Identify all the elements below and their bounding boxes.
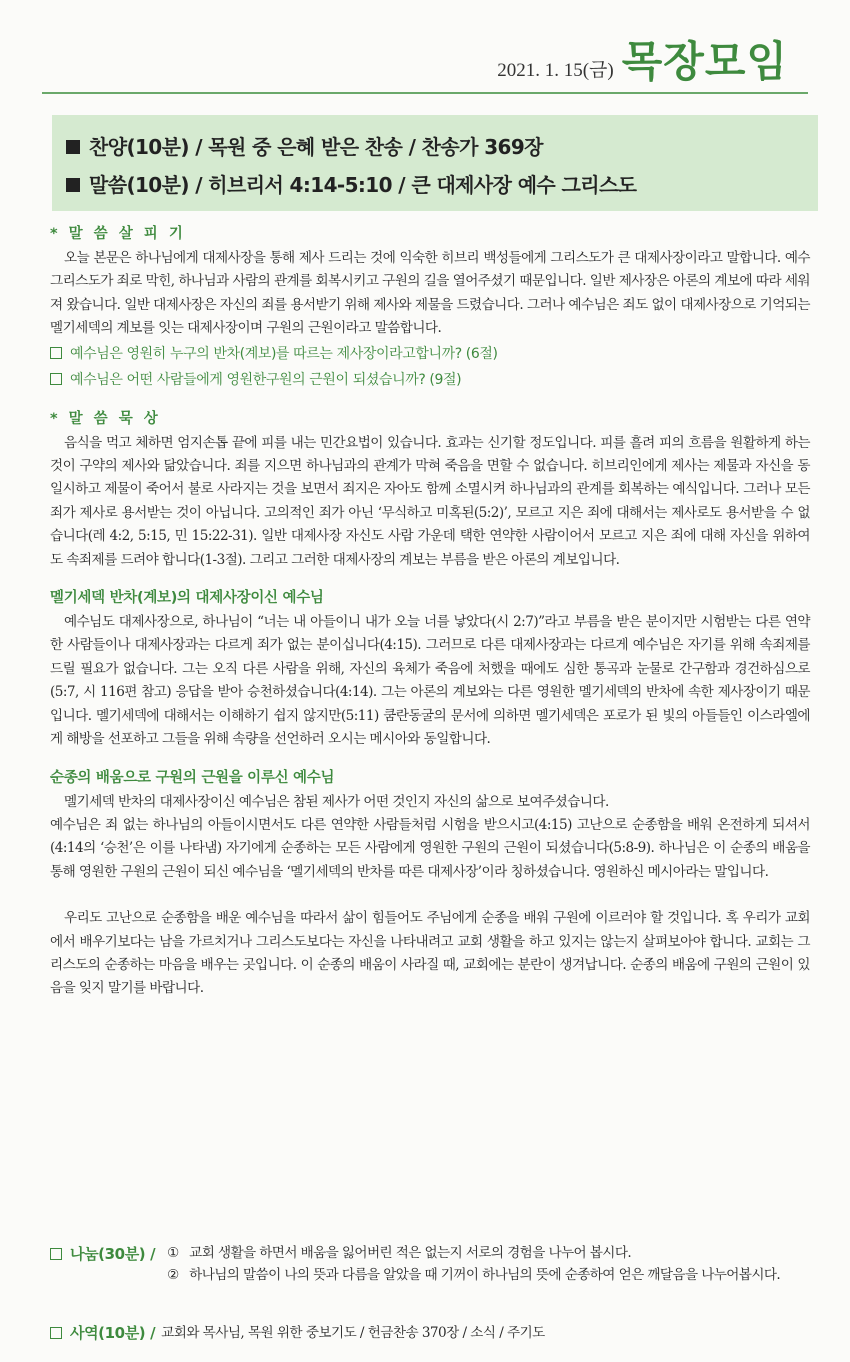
bullet-square-icon — [66, 140, 80, 154]
sharing-list — [167, 1243, 780, 1286]
checkbox-icon — [50, 373, 62, 385]
meeting-date: 2021. 1. 15(금) — [497, 60, 614, 81]
sharing-item-text: 하나님의 말씀이 나의 뜻과 다름을 알았을 때 기꺼이 하나님의 뜻에 순종하여 얻은 깨달음을 나누어봅시다. — [189, 1266, 781, 1283]
sharing-item — [167, 1243, 780, 1265]
sharing-item-text: 교회 생활을 하면서 배움을 잃어버린 적은 없는지 서로의 경험을 나누어 봅시다. — [189, 1245, 632, 1261]
ministry-row — [50, 1322, 820, 1344]
summary-word-text: 말씀(10분) / 히브리서 4:14-5:10 / 큰 대제사장 예수 그리스도 — [89, 173, 637, 197]
observe-paragraph: 오늘 본문은 하나님에게 대제사장을 통해 제사 드리는 것에 익숙한 히브리 백성들에게 그리스도가 큰 대제사장이라고 말합니다. 예수 그리스도가 죄로 막힌, 하나님과 사람의 관계를 회복시키고 구원의 길을 열어주셨기 때문입니다. 일반 제사장은 아론의 계보에 따라 세워져 왔습니다. 일반 대제사장은 자신의 죄를 용서받기 위해 제사와 제물을 드렸습니다. 그러나 예수님은 죄도 없이 대제사장으로 기억되는 멜기세덱의 계보를 잇는 대제사장이며 구원의 근원이라고 말씀합니다. — [50, 250, 810, 337]
question-2 — [50, 367, 810, 393]
obedience-paragraph-1: 멜기세덱 반차의 대제사장이신 예수님은 참된 제사가 어떤 것인지 자신의 삶으로 보여주셨습니다. — [64, 793, 609, 810]
question-1-text: 예수님은 영원히 누구의 반차(계보)를 따르는 제사장이라고합니까? (6절) — [70, 345, 498, 362]
section-heading-obedience: 순종의 배움으로 구원의 근원을 이루신 예수님 — [50, 769, 335, 786]
question-1 — [50, 341, 810, 367]
summary-word — [66, 166, 818, 204]
section-heading-observe: * 말 씀 살 피 기 — [50, 226, 186, 242]
obedience-paragraph-2: 예수님은 죄 없는 하나님의 아들이시면서도 다른 연약한 사람들처럼 시험을 받으시고(4:15) 고난으로 순종함을 배워 온전하게 되셔서(4:14의 ‘승천’은 이를 나타냄) 자기에게 순종하는 모든 사람에게 영원한 구원의 근원이 되셨습니다(5:8-9). 하나님은 이 순종의 배움을 통해 영원한 구원의 근원이 되신 예수님을 ‘멜기세덱의 반차를 따른 대제사장’이라 칭하셨습니다. 영원하신 메시아라는 말입니다. — [50, 816, 810, 880]
question-2-text: 예수님은 어떤 사람들에게 영원한구원의 근원이 되셨습니까? (9절) — [70, 371, 462, 388]
summary-praise — [66, 128, 818, 166]
obedience-paragraph-3: 우리도 고난으로 순종함을 배운 예수님을 따라서 삶이 힘들어도 주님에게 순종을 배워 구원에 이르러야 할 것입니다. 혹 우리가 교회에서 배우기보다는 남을 가르치거나 그리스도보다는 자신을 나타내려고 교회 생활을 하고 있지는 않는지 살펴보아야 합니다. 교회는 그리스도의 순종하는 마음을 배우는 곳입니다. 이 순종의 배움이 사라질 때, 교회에는 분란이 생겨납니다. 순종의 배움에 구원의 근원이 있음을 잊지 말기를 바랍니다. — [50, 910, 810, 997]
bullet-square-icon — [66, 178, 80, 192]
ministry-text: 교회와 목사님, 목원 위한 중보기도 / 헌금찬송 370장 / 소식 / 주기도 — [161, 1325, 545, 1341]
sharing-item — [167, 1265, 780, 1287]
checkbox-icon — [50, 1248, 62, 1260]
section-heading-melchizedek: 멜기세덱 반차(계보)의 대제사장이신 예수님 — [50, 590, 324, 607]
section-heading-meditate: * 말 씀 묵 상 — [50, 410, 161, 427]
meditate-paragraph: 음식을 먹고 체하면 엄지손톱 끝에 피를 내는 민간요법이 있습니다. 효과는 신기할 정도입니다. 피를 흘려 피의 흐름을 원활하게 하는 것이 구약의 제사와 닮았습니다. 죄를 지으면 하나님과의 관계가 막혀 죽음을 면할 수 없습니다. 히브리인에게 제사는 제물과 자신을 동일시하고 제물이 죽어서 불로 사라지는 것을 보면서 죄지은 자아도 함께 소멸시켜 하나님과의 관계를 회복하는 예식입니다. 그러나 모든 죄가 제사로 용서받는 것이 아닙니다. 고의적인 죄가 아닌 ‘무식하고 미혹된(5:2)’, 모르고 지은 죄에 대해서는 제사로도 용서받을 수 없습니다(레 4:2, 5:15, 민 15:22-31). 일반 대제사장 자신도 사람 가운데 택한 연약한 사람이어서 모르고 지은 죄에 대해 자신을 위하여도 속죄제를 드려야 합니다(1-3절). 그리고 그러한 대제사장의 계보는 부름을 받은 아론의 계보입니다. — [50, 434, 810, 568]
ministry-section — [50, 1322, 820, 1344]
sharing-row — [50, 1243, 820, 1286]
main-content — [50, 218, 810, 1001]
page-title: 목장모임 — [621, 37, 788, 86]
checkbox-icon — [50, 347, 62, 359]
sharing-section — [50, 1243, 820, 1286]
summary-praise-text: 찬양(10분) / 목원 중 은혜 받은 찬송 / 찬송가 369장 — [89, 135, 543, 159]
checkbox-icon — [50, 1327, 62, 1339]
summary-box — [52, 115, 818, 211]
melchizedek-paragraph: 예수님도 대제사장으로, 하나님이 “너는 내 아들이니 내가 오늘 너를 낳았다(시 2:7)”라고 부름을 받은 분이지만 시험받는 다른 연약한 사람들이나 대제사장과는 다르게 죄가 없는 분이십니다(4:15). 그러므로 다른 대제사장과는 다르게 예수님은 자기를 위해 속죄제를 드릴 필요가 없습니다. 그는 오직 다른 사람을 위해, 자신의 육체가 죽음에 처했을 때에도 심한 통곡과 눈물로 간구함과 경건하심으로(5:7, 시 116편 참고) 응답을 받아 승천하셨습니다(4:14). 그는 아론의 계보와는 다른 영원한 멜기세덱의 반차에 속한 제사장이기 때문입니다. 멜기세덱에 대해서는 이해하기 쉽지 않지만(5:11) 쿰란동굴의 문서에 의하면 멜기세덱은 포로가 된 빛의 아들들인 이스라엘에게 해방을 선포하고 그들을 위해 속량을 선언하러 오시는 메시아와 동일합니다. — [50, 614, 810, 748]
page-header — [497, 22, 788, 92]
ministry-label-text: 사역(10분) / — [70, 1324, 156, 1342]
header-divider — [42, 92, 808, 94]
sharing-label-text: 나눔(30분) / — [70, 1245, 156, 1263]
ministry-label — [50, 1322, 155, 1344]
sharing-label — [50, 1243, 155, 1265]
item-number: ① — [167, 1245, 179, 1261]
item-number: ② — [167, 1266, 179, 1283]
